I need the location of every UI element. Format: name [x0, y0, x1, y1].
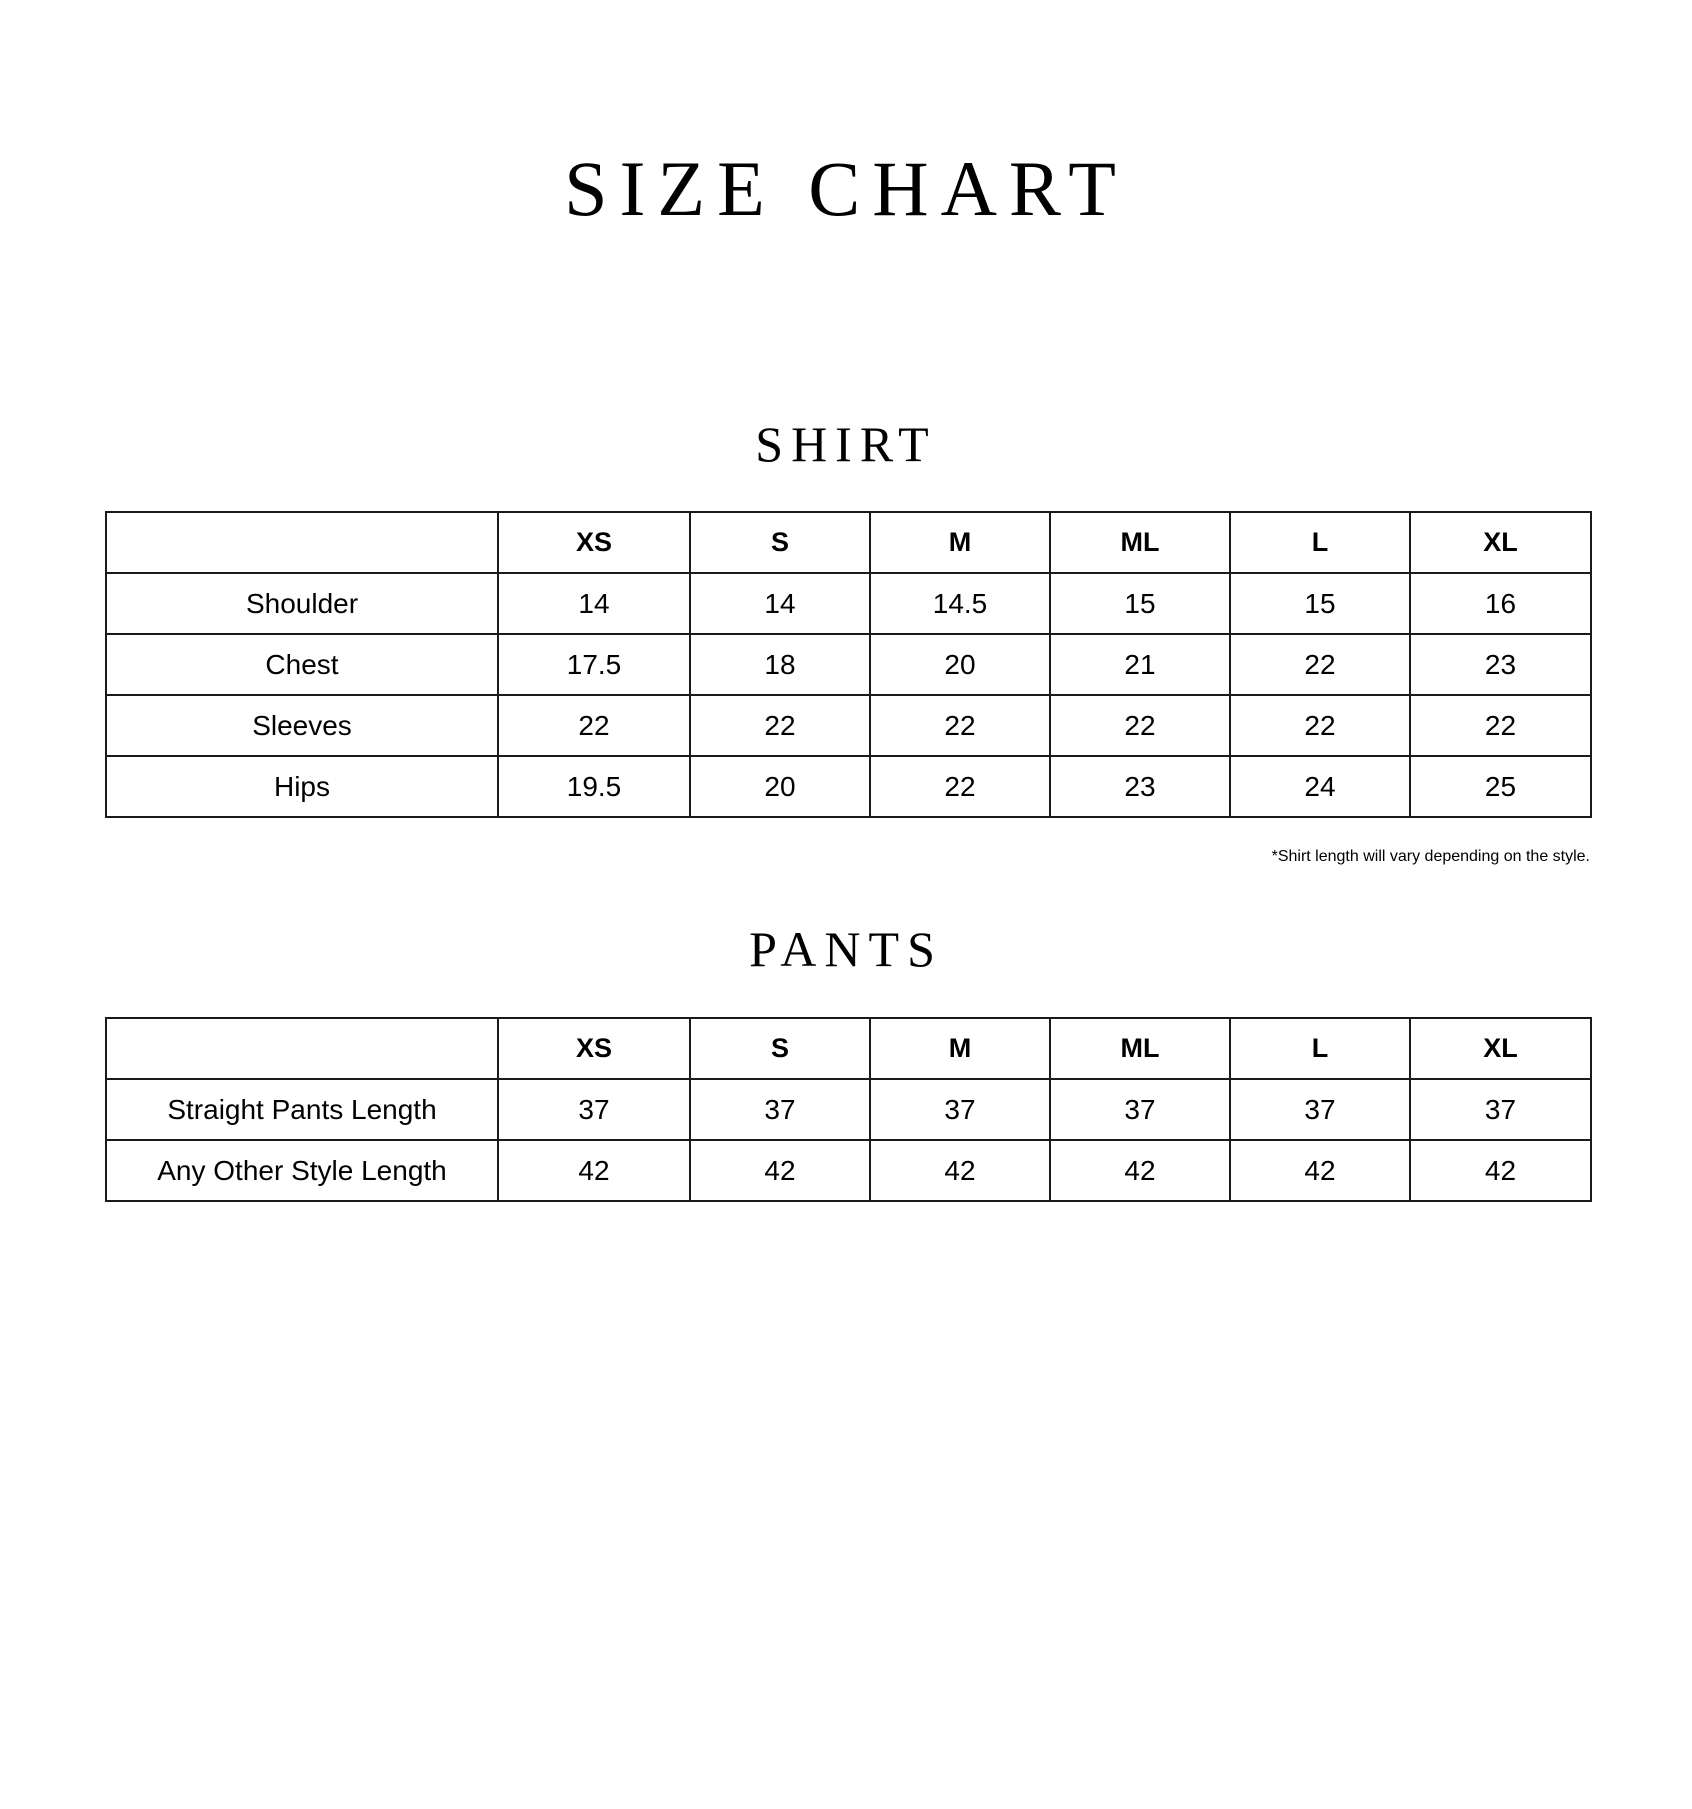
table-row: [106, 756, 1591, 817]
pants-section-title: PANTS: [749, 921, 943, 977]
value-cell: 14: [498, 573, 690, 634]
header-size-cell: M: [870, 512, 1050, 573]
value-cell: 19.5: [498, 756, 690, 817]
header-size-cell: ML: [1050, 512, 1230, 573]
page-title: SIZE CHART: [564, 145, 1128, 232]
value-cell: 37: [1230, 1079, 1410, 1140]
shirt-size-table: [105, 511, 1592, 818]
shirt-section-title: SHIRT: [755, 416, 937, 472]
table-header-row: [106, 1018, 1591, 1079]
value-cell: 22: [870, 756, 1050, 817]
value-cell: 22: [690, 695, 870, 756]
value-cell: 20: [690, 756, 870, 817]
header-size-cell: XS: [498, 1018, 690, 1079]
pants-size-table: [105, 1017, 1592, 1202]
row-label-cell: Hips: [106, 756, 498, 817]
header-empty-cell: [106, 1018, 498, 1079]
header-size-cell: XL: [1410, 512, 1591, 573]
value-cell: 37: [1410, 1079, 1591, 1140]
header-size-cell: S: [690, 1018, 870, 1079]
value-cell: 42: [870, 1140, 1050, 1201]
header-size-cell: ML: [1050, 1018, 1230, 1079]
value-cell: 24: [1230, 756, 1410, 817]
value-cell: 37: [498, 1079, 690, 1140]
value-cell: 14.5: [870, 573, 1050, 634]
value-cell: 20: [870, 634, 1050, 695]
value-cell: 21: [1050, 634, 1230, 695]
value-cell: 18: [690, 634, 870, 695]
value-cell: 15: [1050, 573, 1230, 634]
table-row: [106, 634, 1591, 695]
value-cell: 16: [1410, 573, 1591, 634]
header-size-cell: XL: [1410, 1018, 1591, 1079]
value-cell: 25: [1410, 756, 1591, 817]
value-cell: 15: [1230, 573, 1410, 634]
header-size-cell: L: [1230, 512, 1410, 573]
table-row: [106, 573, 1591, 634]
value-cell: 23: [1050, 756, 1230, 817]
value-cell: 42: [1230, 1140, 1410, 1201]
value-cell: 14: [690, 573, 870, 634]
row-label-cell: Sleeves: [106, 695, 498, 756]
table-header-row: [106, 512, 1591, 573]
value-cell: 17.5: [498, 634, 690, 695]
header-size-cell: XS: [498, 512, 690, 573]
value-cell: 22: [870, 695, 1050, 756]
value-cell: 42: [1050, 1140, 1230, 1201]
header-size-cell: L: [1230, 1018, 1410, 1079]
table-row: [106, 695, 1591, 756]
value-cell: 42: [498, 1140, 690, 1201]
table-row: [106, 1079, 1591, 1140]
value-cell: 37: [870, 1079, 1050, 1140]
header-size-cell: M: [870, 1018, 1050, 1079]
value-cell: 22: [1230, 695, 1410, 756]
value-cell: 22: [1050, 695, 1230, 756]
header-empty-cell: [106, 512, 498, 573]
row-label-cell: Shoulder: [106, 573, 498, 634]
value-cell: 22: [1230, 634, 1410, 695]
value-cell: 42: [690, 1140, 870, 1201]
value-cell: 22: [1410, 695, 1591, 756]
value-cell: 42: [1410, 1140, 1591, 1201]
header-size-cell: S: [690, 512, 870, 573]
value-cell: 37: [690, 1079, 870, 1140]
shirt-footnote: *Shirt length will vary depending on the style.: [1271, 848, 1590, 865]
value-cell: 22: [498, 695, 690, 756]
row-label-cell: Chest: [106, 634, 498, 695]
value-cell: 23: [1410, 634, 1591, 695]
value-cell: 37: [1050, 1079, 1230, 1140]
table-row: [106, 1140, 1591, 1201]
row-label-cell: Straight Pants Length: [106, 1079, 498, 1140]
row-label-cell: Any Other Style Length: [106, 1140, 498, 1201]
